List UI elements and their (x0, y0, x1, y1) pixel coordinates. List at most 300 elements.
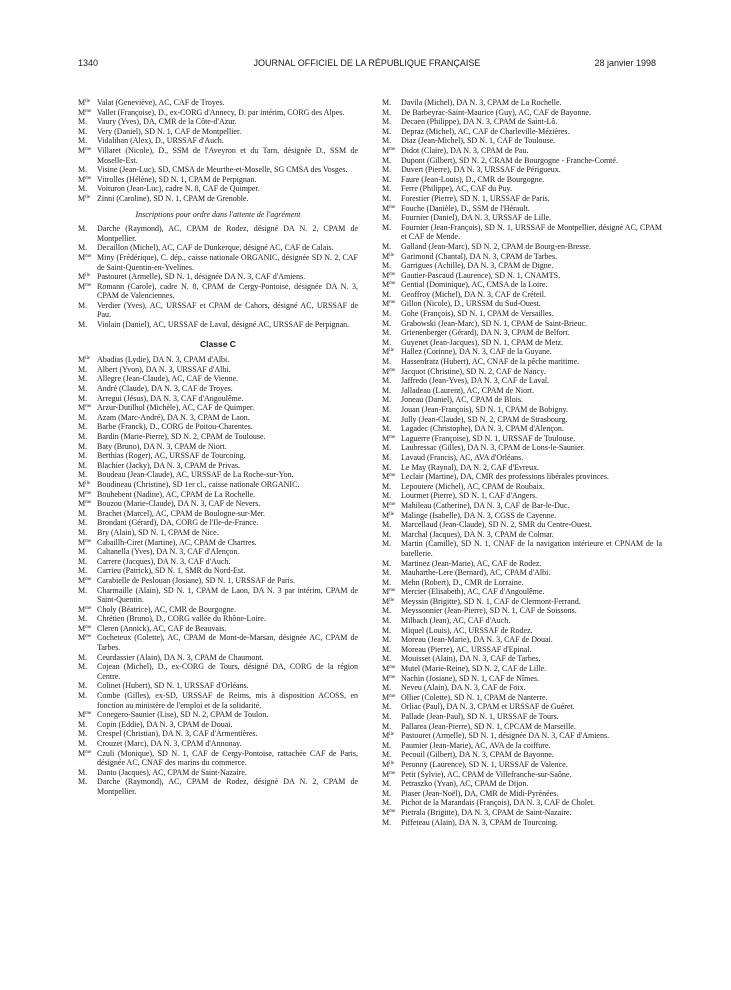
entry-text: Visine (Jean-Luc), SD, CMSA de Meurthe-et-Moselle, SG CMSA des Vosges. (97, 165, 348, 175)
entry-text: Boudeau (Jean-Claude), AC, URSSAF de La Roche-sur-Yon. (97, 470, 294, 480)
honorific (78, 184, 97, 194)
list-item (78, 768, 358, 778)
honorific (382, 808, 401, 818)
honorific-base: M. (382, 184, 392, 194)
list-item (382, 770, 662, 780)
list-item (78, 691, 358, 710)
honorific (78, 374, 97, 384)
list-item (382, 213, 662, 223)
list-item (78, 224, 358, 243)
honorific (382, 108, 401, 118)
list-item (382, 511, 662, 521)
honorific (382, 386, 401, 396)
list-item (382, 443, 662, 453)
honorific-base: M (382, 472, 390, 482)
list-item (78, 586, 358, 605)
entry-text: Jully (Jean-Claude), SD N. 2, CPAM de Strasbourg. (401, 414, 568, 424)
list-item (382, 674, 662, 684)
honorific (78, 384, 97, 394)
right-column (382, 98, 662, 827)
honorific-base: M. (78, 136, 88, 146)
honorific-base: M. (78, 451, 88, 461)
entry-text: Crouzet (Marc), DA N. 3, CPAM d'Annonay. (97, 739, 242, 748)
entry-text: Pietrala (Brigitte), DA N. 3, CPAM de Saint-Nazaire. (401, 807, 572, 817)
honorific-base: M. (78, 556, 88, 566)
entry-text: Baty (Bruno), DA N. 3, CPAM de Niort. (97, 441, 227, 451)
honorific (78, 394, 97, 404)
list-item (78, 320, 358, 330)
honorific-base: M (78, 174, 86, 184)
honorific-base: M. (78, 224, 88, 234)
honorific-base: M. (382, 702, 392, 712)
list-item (78, 194, 358, 204)
honorific (382, 818, 401, 828)
honorific (382, 328, 401, 338)
honorific (382, 491, 401, 501)
honorific (382, 539, 401, 549)
entry-text: Violain (Daniel), AC, URSSAF de Laval, désigné AC, URSSAF de Perpignan. (97, 320, 350, 330)
honorific (78, 243, 97, 253)
list-item (78, 528, 358, 538)
list-item (382, 405, 662, 415)
honorific-suffix: me (85, 490, 92, 496)
entry-text: Brachet (Marcel), AC, CPAM de Boulogne-sur-Mer. (97, 508, 265, 518)
honorific-base: M. (78, 547, 88, 557)
entry-text: Diaz (Jean-Michel), SD N. 1, CAF de Toulouse. (401, 136, 556, 146)
list-item (382, 156, 662, 166)
entry-text: Arregui (Jésus), DA N. 3, CAF d'Angoulême. (97, 393, 244, 403)
entry-text: Chrétien (Bruno), D., CORG vallée du Rhône-Loire. (97, 614, 266, 624)
honorific-base: M. (382, 318, 392, 328)
list-item (382, 347, 662, 357)
entry-text: Garrigues (Achille), DA N. 3, CPAM de Digne. (401, 261, 554, 271)
honorific-base: M. (382, 481, 392, 491)
honorific-suffix: lle (85, 356, 91, 362)
entry-text: Pastouret (Armelle), SD N. 1, désignée DA N. 3, CAF d'Amiens. (401, 731, 610, 741)
honorific (382, 731, 401, 741)
honorific-base: M (78, 193, 86, 203)
honorific-base: M. (78, 777, 88, 787)
list-item (382, 309, 662, 319)
honorific (78, 710, 97, 720)
honorific-suffix: me (389, 770, 396, 776)
list-item (382, 386, 662, 396)
list-item (78, 624, 358, 634)
entry-text: Joneau (Daniel), AC, CPAM de Blois. (401, 395, 523, 405)
list-item (78, 480, 358, 490)
entry-text: Lagadec (Christophe), DA N. 3, CPAM d'Alençon. (401, 424, 564, 434)
honorific (78, 547, 97, 557)
entry-text: Ollier (Colette), SD N. 1, CPAM de Nanterre. (401, 692, 548, 702)
honorific-base: M. (382, 309, 392, 319)
list-item (382, 98, 662, 108)
honorific-base: M. (78, 518, 88, 528)
entry-text: Gillon (Nicole), D., URSSM du Sud-Ouest. (401, 299, 541, 309)
honorific-suffix: lle (389, 252, 395, 258)
honorific (78, 282, 97, 292)
honorific (382, 712, 401, 722)
list-item (382, 299, 662, 309)
honorific (78, 194, 97, 204)
entry-list-pending (78, 224, 358, 330)
honorific (382, 213, 401, 223)
honorific (382, 520, 401, 530)
honorific-base: M. (382, 462, 392, 472)
honorific-base: M. (382, 568, 392, 578)
honorific (382, 127, 401, 137)
honorific (78, 720, 97, 730)
honorific-base: M. (78, 364, 88, 374)
honorific-base: M. (382, 405, 392, 414)
honorific-base: M. (78, 729, 88, 739)
list-item (78, 681, 358, 691)
honorific (382, 347, 401, 357)
list-item (78, 633, 358, 652)
entry-text: Cojean (Michel), D., ex-CORG de Tours, désigné DA, CORG de la région Centre. (97, 662, 358, 681)
entry-text: Pastouret (Armelle), SD N. 1, désignée DA N. 3, CAF d'Amiens. (97, 272, 306, 282)
publication-date: 28 janvier 1998 (594, 58, 656, 68)
honorific-base: M. (382, 328, 392, 338)
honorific (382, 770, 401, 780)
honorific (382, 559, 401, 569)
honorific (78, 739, 97, 749)
honorific (382, 338, 401, 348)
honorific (382, 405, 401, 415)
honorific-base: M. (382, 683, 392, 693)
honorific-suffix: lle (389, 348, 395, 354)
honorific-base: M (78, 489, 86, 499)
honorific-base: M (78, 633, 86, 643)
list-item (382, 683, 662, 693)
honorific-base: M. (382, 452, 392, 462)
honorific-base: M (382, 433, 390, 443)
honorific-base: M (78, 479, 86, 489)
list-item (382, 252, 662, 262)
honorific (78, 320, 97, 330)
entry-text: Jouan (Jean-François), SD N. 1, CPAM de Bobigny. (401, 405, 568, 414)
list-item (78, 442, 358, 452)
honorific (78, 146, 97, 156)
honorific (382, 683, 401, 693)
honorific (382, 722, 401, 732)
list-item (382, 415, 662, 425)
honorific (382, 319, 401, 329)
honorific (78, 662, 97, 672)
list-item (382, 501, 662, 511)
list-item (78, 394, 358, 404)
list-item (382, 376, 662, 386)
list-item (78, 136, 358, 146)
entry-text: Azam (Marc-André), DA N. 3, CPAM de Laon. (97, 412, 250, 422)
honorific-base: M. (382, 395, 392, 405)
honorific-base: M. (382, 174, 392, 184)
entry-text: Piffeteau (Alain), DA N. 3, CPAM de Tourcoing. (401, 817, 558, 827)
honorific-base: M. (382, 126, 392, 136)
honorific-base: M. (382, 529, 392, 539)
entry-text: Guyenet (Jean-Jacques), SD N. 1, CPAM de Metz. (401, 337, 564, 347)
honorific-suffix: lle (85, 480, 91, 486)
honorific-suffix: me (389, 808, 396, 814)
list-item (78, 576, 358, 586)
list-item (78, 557, 358, 567)
list-item (78, 243, 358, 253)
honorific (78, 253, 97, 263)
list-item (78, 710, 358, 720)
entry-text: Allegre (Jean-Claude), AC, CAF de Vienne. (97, 374, 239, 384)
entry-text: Paumier (Jean-Marie), AC, AVA de la coiffure. (401, 740, 551, 750)
entry-text: Vitrolles (Hélène), SD N. 1, CPAM de Perpignan. (97, 174, 257, 184)
list-item (382, 616, 662, 626)
entry-text: Bry (Alain), SD N. 1, CPAM de Nice. (97, 527, 219, 537)
honorific (78, 301, 97, 311)
honorific-base: M (78, 575, 86, 585)
honorific-base: M. (78, 300, 88, 310)
honorific-suffix: me (85, 282, 92, 288)
honorific-base: M. (382, 750, 392, 760)
honorific-base: M. (382, 798, 392, 808)
entry-text: Carabielle de Peslouan (Josiane), SD N. 1, URSSAF de Paris. (97, 575, 295, 585)
entry-text: Zinni (Caroline), SD N. 1, CPAM de Grenoble. (97, 193, 249, 203)
honorific-base: M. (382, 385, 392, 395)
honorific-base: M (382, 145, 390, 155)
honorific (382, 299, 401, 309)
page-header (78, 58, 656, 72)
honorific (382, 194, 401, 204)
honorific-base: M. (382, 289, 392, 299)
list-item (382, 712, 662, 722)
honorific (382, 674, 401, 684)
entry-text: Crespel (Christian), DA N. 3, CAF d'Armentières. (97, 729, 258, 739)
entry-text: Neveu (Alain), DA N. 3, CAF de Foix. (401, 683, 526, 693)
entry-text: Mauharthe-Lere (Bernard), AC, CPAM d'Albi. (401, 568, 551, 578)
honorific (78, 451, 97, 461)
list-item (78, 432, 358, 442)
honorific-base: M. (382, 136, 392, 146)
list-item (78, 518, 358, 528)
entry-text: Brondani (Gérard), DA, CORG de l'Ile-de-France. (97, 518, 259, 528)
honorific (382, 760, 401, 770)
honorific-base: M (382, 692, 390, 702)
list-item (382, 789, 662, 799)
honorific (382, 453, 401, 463)
entry-text: Vallet (Françoise), D., ex-CORG d'Annecy, D. par intérim, CORG des Alpes. (97, 107, 345, 117)
list-item (382, 357, 662, 367)
entry-text: Orliac (Paul), DA N. 3, CPAM et URSSAF de Guéret. (401, 702, 575, 712)
honorific (78, 557, 97, 567)
entry-text: Bardin (Marie-Pierre), SD N. 2, CPAM de Toulouse. (97, 432, 266, 441)
honorific (78, 422, 97, 432)
entry-text: Decaen (Philippe), DA N. 3, CPAM de Saint-Lô. (401, 117, 558, 127)
list-item (382, 645, 662, 655)
honorific-suffix: lle (389, 760, 395, 766)
honorific-base: M (382, 500, 390, 510)
honorific-suffix: me (389, 665, 396, 671)
entry-text: Boudineau (Christine), SD 1er cl., caisse nationale ORGANIC. (97, 479, 300, 489)
class-title: Classe C (200, 338, 236, 349)
honorific-suffix: me (85, 500, 92, 506)
honorific (382, 626, 401, 636)
list-item (382, 722, 662, 732)
list-item (382, 319, 662, 329)
honorific-base: M. (78, 126, 88, 136)
entry-text: Carrere (Jacques), DA N. 3, CAF d'Auch. (97, 556, 231, 566)
entry-text: Mercier (Elisabeth), AC, CAF d'Angoulême. (401, 587, 545, 597)
list-item (78, 499, 358, 509)
honorific (78, 461, 97, 471)
list-item (382, 223, 662, 242)
entry-text: Albert (Yvon), DA N. 3, URSSAF d'Albi. (97, 364, 231, 374)
honorific (78, 633, 97, 643)
honorific-suffix: me (389, 434, 396, 440)
entry-text: Voituron (Jean-Luc), cadre N. 8, CAF de Quimper. (97, 184, 260, 194)
honorific (78, 777, 97, 787)
honorific (382, 415, 401, 425)
honorific-base: M. (382, 577, 392, 587)
list-item (78, 739, 358, 749)
entry-text: Mutel (Marie-Reine), SD N. 2, CAF de Lille. (401, 664, 547, 674)
honorific (78, 528, 97, 538)
honorific (78, 165, 97, 175)
entry-text: Ceurdassier (Alain), DA N. 3, CPAM de Chaumont. (97, 652, 264, 662)
entry-text: Charmaille (Alain), SD N. 1, CPAM de Laon, DA N. 3 par intérim, CPAM de Saint-Quentin. (97, 585, 358, 605)
honorific (382, 779, 401, 789)
honorific-base: M (382, 347, 390, 357)
entry-text: Very (Daniel), SD N. 1, CAF de Montpellier. (97, 126, 242, 136)
honorific-suffix: lle (85, 99, 91, 104)
list-item (78, 605, 358, 615)
honorific (382, 357, 401, 367)
entry-text: Gohe (François), SD N. 1, CPAM de Versailles. (401, 309, 554, 319)
honorific-base: M. (382, 414, 392, 424)
list-item (78, 461, 358, 471)
entry-text: Hallez (Corinne), DA N. 3, CAF de la Guyane. (401, 347, 552, 357)
honorific-base: M (78, 281, 86, 291)
entry-text: Milbach (Jean), AC, CAF d'Auch. (401, 616, 511, 626)
honorific-base: M. (382, 616, 392, 626)
entry-text: Lourmet (Pierre), SD N. 1, CAF d'Angers. (401, 491, 538, 501)
honorific-base: M (382, 664, 390, 674)
honorific-suffix: me (85, 634, 92, 640)
list-item (382, 520, 662, 530)
entry-text: Arzur-Dutilhol (Michèle), AC, CAF de Quimper. (97, 403, 255, 413)
honorific-base: M. (382, 222, 392, 232)
honorific (382, 136, 401, 146)
honorific-base: M (382, 731, 390, 741)
entry-text: Mehn (Robert), D., CMR de Lorraine. (401, 577, 524, 587)
honorific-base: M. (78, 412, 88, 422)
list-item (382, 530, 662, 540)
honorific (382, 616, 401, 626)
honorific (78, 586, 97, 596)
honorific-base: M (382, 280, 390, 290)
honorific-base: M. (78, 652, 88, 662)
honorific-base: M (78, 748, 86, 758)
honorific (78, 490, 97, 500)
honorific-base: M (382, 251, 390, 261)
honorific (78, 442, 97, 452)
entry-text: Duvert (Pierre), DA N. 3, URSSAF de Périgueux. (401, 165, 561, 175)
honorific-base: M. (382, 558, 392, 568)
honorific (382, 606, 401, 616)
list-item (78, 451, 358, 461)
honorific-base: M. (78, 585, 88, 595)
honorific-base: M (78, 252, 86, 262)
entry-text: Gautier-Pascaud (Laurence), SD N. 1, CNAMTS. (401, 270, 561, 280)
honorific-base: M. (78, 527, 88, 537)
entry-text: Forestier (Pierre), SD N. 1, URSSAF de Paris. (401, 193, 550, 203)
honorific (78, 509, 97, 519)
honorific (382, 184, 401, 194)
entry-text: André (Claude), DA N. 3, CAF de Troyes. (97, 384, 233, 394)
honorific (382, 664, 401, 674)
entry-text: Decaillon (Michel), AC, CAF de Dunkerque, désigné AC, CAF de Calais. (97, 243, 334, 253)
honorific-base: M. (78, 662, 88, 672)
list-item (382, 338, 662, 348)
honorific (382, 789, 401, 799)
honorific (78, 605, 97, 615)
entry-text: Ferre (Philippe), AC, CAF du Puy. (401, 184, 513, 194)
list-item (78, 653, 358, 663)
list-item (78, 165, 358, 175)
list-item (78, 253, 358, 272)
list-item (78, 301, 358, 320)
list-item (382, 568, 662, 578)
honorific (78, 499, 97, 509)
honorific (78, 117, 97, 127)
honorific (382, 156, 401, 166)
entry-text: Nachin (Josiane), SD N. 1, CAF de Nîmes. (401, 673, 539, 683)
honorific (78, 614, 97, 624)
list-item (382, 741, 662, 751)
honorific (382, 309, 401, 319)
honorific (78, 480, 97, 490)
list-item (382, 818, 662, 828)
honorific-base: M. (382, 491, 392, 501)
honorific (382, 280, 401, 290)
honorific-suffix: me (85, 538, 92, 544)
honorific (78, 432, 97, 442)
honorific-suffix: lle (389, 511, 395, 517)
honorific-base: M (382, 769, 390, 779)
entry-text: Blachier (Jacky), DA N. 3, CPAM de Privas. (97, 460, 241, 470)
entry-text: Miny (Frédérique), C. dép., caisse nationale ORGANIC, désignée SD N. 2, CAF de Saint-Quentin-en-Yvelines. (97, 252, 358, 272)
honorific (382, 635, 401, 645)
honorific (382, 463, 401, 473)
honorific (382, 645, 401, 655)
honorific-suffix: me (389, 204, 396, 210)
honorific-base: M. (382, 337, 392, 347)
entry-text: Hassenfratz (Hubert), AC, CNAF de la pêche maritime. (401, 357, 580, 367)
honorific-base: M (382, 510, 390, 520)
list-item (382, 472, 662, 482)
honorific (382, 501, 401, 511)
entry-text: Martinez (Jean-Marie), AC, CAF de Rodez. (401, 558, 542, 568)
entry-text: Pecouil (Gilbert), DA N. 3, CPAM de Bayonne. (401, 750, 554, 760)
entry-text: Marchal (Jacques), DA N. 3, CPAM de Colmar. (401, 529, 554, 539)
entry-text: Garimond (Chantal), DA N. 3, CPAM de Tarbes. (401, 251, 558, 261)
honorific-base: M. (382, 107, 392, 117)
entry-text: Jalladeau (Laurent), AC, CPAM de Niort. (401, 385, 535, 395)
honorific-base: M. (78, 719, 88, 729)
honorific-suffix: me (389, 271, 396, 277)
list-item (78, 117, 358, 127)
list-item (382, 424, 662, 434)
honorific (382, 568, 401, 578)
honorific-base: M. (382, 539, 392, 549)
honorific-base: M. (78, 393, 88, 403)
entry-text: Cocheteux (Colette), AC, CPAM de Mont-de-Marsan, désignée AC, CPAM de Tarbes. (97, 633, 358, 653)
honorific-suffix: me (389, 146, 396, 152)
